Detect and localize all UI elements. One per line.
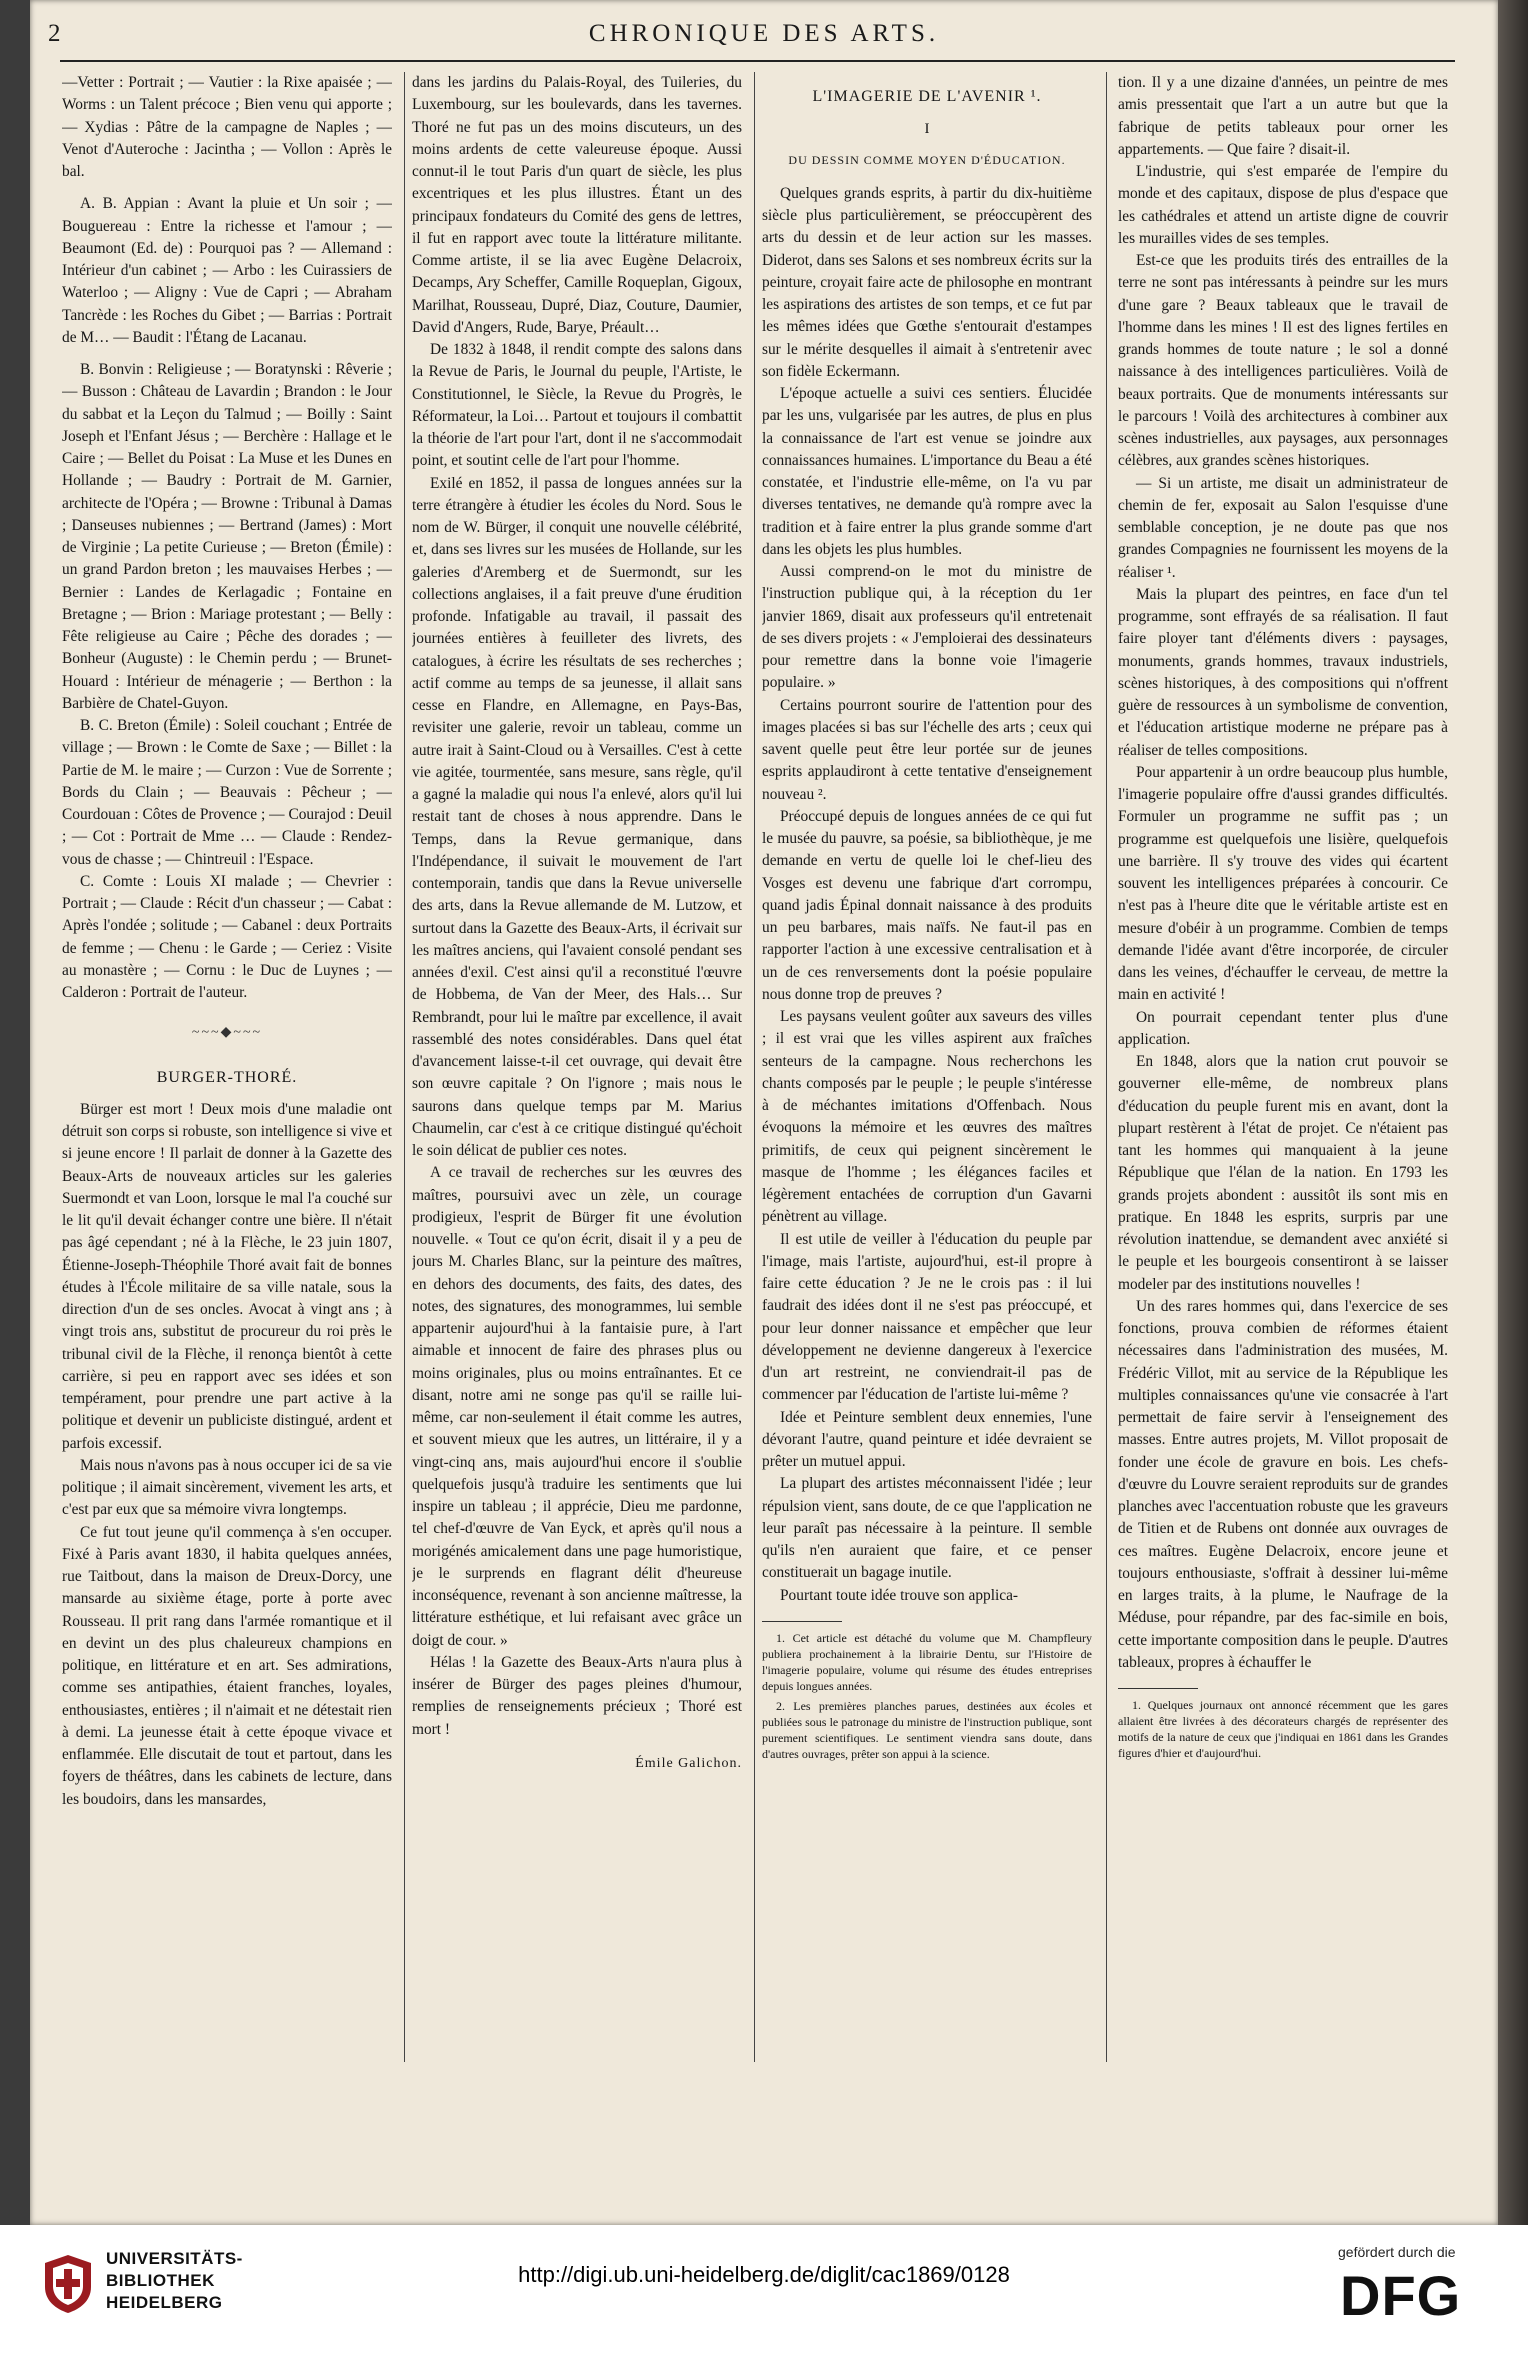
footnote-rule — [1118, 1688, 1198, 1689]
column-divider — [754, 72, 755, 2062]
library-name-line: HEIDELBERG — [106, 2293, 223, 2312]
salon-list-entry: C. Comte : Louis XI malade ; — Chevrier : Portrait ; — Claude : Récit d'un chasseur ; — Cabat : Après l'ondée ; solitude ; — Cabanel : deux Portraits de femme ; — Chenu : le Garde ; — Ceriez : Visite au monastère ; — Cornu : le Duc de Luynes ; — Calderon : Portrait de l'auteur. — [62, 872, 392, 1001]
article-paragraph: Est-ce que les produits tirés des entrailles de la terre ne sont pas intéressants à peindre sur les murs d'une gare ? Beaux tableaux que le travail de l'homme dans les mines ! Il est des lignes fertiles en grands hommes de toute nature ; le sol a donné naissance à des intelligences particulières. Voilà de beaux portraits. Que de monuments intéressants sur le parcours ! Voilà des architectures à combiner aux scènes industrielles, aux paysages, aux personnages célèbres, aux grandes scènes historiques. — [1118, 252, 1448, 470]
library-name-line: UNIVERSITÄTS- — [106, 2249, 243, 2268]
article-paragraph: Pour appartenir à un ordre beaucoup plus humble, l'imagerie populaire offre d'aussi grandes difficultés. Formuler un programme ne suffit pas ; un programme est quelquefois une lisière, quelquefois une barrière. Il s'y trouve des vides qui écartent souvent les intelligences préparées à concourir. Ce n'est pas à l'heure dite que le véritable artiste est en mesure d'obéir à un programme. Combien de temps demande l'idée avant d'être incorporée, de circuler dans les veines, d'échauffer le cerveau, de mettre la main en activité ! — [1118, 763, 1448, 1004]
article-paragraph: Il est utile de veiller à l'éducation du peuple par l'image, mais l'artiste, aujourd'hui, est-il propre à faire cette éducation ? Je ne le crois pas : il lui faudrait des idées dont il ne s'est pas préoccupé, et pour leur donner naissance et empêcher que leur développement ne devienne dangereux à l'exercice d'un art restreint, ne conviendrait-il pas de commencer par l'éducation de l'artiste lui-même ? — [762, 1230, 1092, 1404]
section-number: I — [924, 121, 930, 138]
article-paragraph: Certains pourront sourire de l'attention pour des images placées si bas sur l'échelle des arts ; ceux qui savent quelle peut être leur portée sur de jeunes esprits applaudiront à cette tentative d'enseignement nouveau ². — [762, 696, 1092, 803]
article-paragraph: L'époque actuelle a suivi ces sentiers. Élucidée par les uns, vulgarisée par les autres, de plus en plus la connaissance de l'art est venue se joindre aux connaissances humaines. L'importance du Beau a été constatée, et l'industrie elle-même, on l'a vu par diverses tentatives, ne demande qu'à rompre avec la tradition et à faire entrer la plus grande somme d'art dans les objets les plus humbles. — [762, 385, 1092, 558]
footnote: 2. Les premières planches parues, destinées aux écoles et publiées sous le patronage du ministre de l'instruction publique, sont purement scientifiques. Le sentiment viendra sans doute, dans d'autres ouvrages, prêter son appui à la science. — [762, 1698, 1092, 1761]
funding-label: gefördert durch die — [1338, 2244, 1456, 2260]
article-paragraph: Mais la plupart des peintres, en face d'un tel programme, sont effrayés de sa réalisation. Il faut faire ployer tant d'éléments divers : paysages, monuments, grands hommes, travaux industriels, scènes historiques, à des compositions qui n'offrent guère de ressources à un symbolisme de convention, et l'éducation artistique moderne ne prépare pas à réaliser de telles compositions. — [1118, 585, 1448, 759]
article-paragraph: Pourtant toute idée trouve son applica- — [780, 1586, 1019, 1604]
salon-list-entry: B. Bonvin : Religieuse ; — Boratynski : Rêverie ; — Busson : Château de Lavardin ; Brandon : le Jour du sabbat et la Leçon du Talmud ; — Boilly : Saint Joseph et l'Enfant Jésus ; — Berchère : Hallage et le Caire ; — Bellet du Poisat : La Muse et les Dunes en Hollande ; — Baudry : Portrait de M. Garnier, architecte de l'Opéra ; — Browne : Tribunal à Damas ; Danseuses nubiennes ; — Bertrand (James) : Mort de Virginie ; La petite Curieuse ; — Breton (Émile) : un grand Pardon breton ; les mauvaises Herbes ; — Bernier : Landes de Kerlagadic ; Fontaine en Bretagne ; — Brion : Mariage protestant ; — Belly : Fête religieuse au Caire ; Pêche des dorades ; — Bonheur (Auguste) : le Chemin perdu ; — Brunet-Houard : Intérieur de ménagerie ; — Berthon : la Barbière de Chatel-Guyon. — [62, 361, 392, 712]
library-name-line: BIBLIOTHEK — [106, 2271, 215, 2290]
column-divider — [1106, 72, 1107, 2062]
article-paragraph: Préoccupé depuis de longues années de ce qui fut le musée du pauvre, sa poésie, sa bibliothèque, je me demande en vertu de quelle loi le chef-lieu des Vosges est devenu une fabrique d'art corrompu, quand jadis Épinal donnait naissance à des produits un peu barbares, mais naïfs. Ne faut-il pas en rapporter l'action à une excessive centralisation et à un de ces renversements dont la poésie populaire nous donne trop de preuves ? — [762, 807, 1092, 1003]
article-paragraph: A ce travail de recherches sur les œuvres des maîtres, poursuivi avec un zèle, un courage prodigieux, l'esprit de Bürger fit une évolution nouvelle. « Tout ce qu'on écrit, disait il y a peu de jours M. Charles Blanc, sur la peinture des maîtres, en dehors des documents, des faits, des dates, des notes, des signatures, des monogrammes, lui semble appartenir aujourd'hui à la fantaisie pure, à l'art aimable et innocent de faire des phrases plus ou moins originales, plus ou moins entraînantes. Et ce disant, notre ami ne songe pas qu'il se raille lui-même, car non-seulement il était comme les autres, et souvent mieux que les autres, un littéraire, il y a vingt-cinq ans, mais aujourd'hui encore il s'oublie quelquefois jusqu'à traduire les sentiments que lui inspire un tableau ; il apprécie, Dieu me pardonne, tel chef-d'œuvre de Van Eyck, et après qu'il nous a morigénés amicalement dans une page humoristique, je le surprends en flagrant délit d'heureuse inconséquence, revenant à son ancienne maîtresse, la littérature esthétique, et lui refaisant avec grâce un doigt de cour. » — [412, 1164, 742, 1649]
article-paragraph: L'industrie, qui s'est emparée de l'empire du monde et des capitaux, dispose de plus d'espace que les cathédrales et attend un artiste digne de couvrir les murailles vides de ses temples. — [1118, 163, 1448, 247]
article-paragraph: Mais nous n'avons pas à nous occuper ici de sa vie politique ; il aimait sincèrement, vivement les arts, et c'est par eux que sa mémoire vivra longtemps. — [62, 1456, 392, 1519]
section-subheading: DU DESSIN COMME MOYEN D'ÉDUCATION. — [788, 152, 1066, 167]
column-3 — [762, 72, 1092, 2152]
article-paragraph: Quelques grands esprits, à partir du dix-huitième siècle plus particulièrement, se préoccupèrent des arts du dessin et de leur action sur les masses. Diderot, dans ses Salons et ses nombreux écrits sur la peinture, croyait faire acte de philosophe en montrant les aspirations des artistes de son temps, et ce fut par les mêmes idées que Gœthe s'entourait d'estampes sur le mérite desquelles il aimait à s'entretenir avec son fidèle Eckermann. — [762, 184, 1092, 380]
ornament-divider: ~~~◆~~~ — [191, 1025, 263, 1041]
article-paragraph: Exilé en 1852, il passa de longues années sur la terre étrangère à étudier les écoles du Nord. Sous le nom de W. Bürger, il conquit une nouvelle célébrité, et, dans ses livres sur les musées de Hollande, sur les galeries d'Aremberg et de Suermondt, sur les collections anglaises, il a fait preuve d'une érudition profonde. Infatigable au travail, il passait des journées entières à feuilleter des livrets, des catalogues, à écrire les résultats de ses recherches ; actif comme au temps de sa jeunesse, il allait sans cesse en Flandre, en Allemagne, en Pays-Bas, revisiter une galerie, revoir un tableau, comme un autre irait à Saint-Cloud ou à Versailles. C'est à cette vie agitée, tourmentée, sans mesure, sans règle, qu'il a gagné la maladie qui nous l'a enlevé, alors qu'il lui restait tant de choses à nous apprendre. Dans le Temps, dans la Revue germanique, dans l'Indépendance, il suivait le mouvement de l'art contemporain, tandis que dans la Revue universelle des arts, dans la Revue allemande de M. Lutzow, et surtout dans la Gazette des Beaux-Arts, il écrivait sur les maîtres anciens, qui l'avaient consolé pendant ses années d'exil. C'est ainsi qu'il a reconstitué l'œuvre de Hobbema, de Van der Meer, des Hals… Sur Rembrandt, pour lui le maître par excellence, il avait rassemblé des notes considérables. Dans quel état d'avancement laisse-t-il cet ouvrage, qui devait être son œuvre capitale ? On l'ignore ; mais nous le saurons dans quelque temps par M. Marius Chaumelin, car c'est à ce critique distingué qu'échoit le soin délicat de publier ces notes. — [412, 474, 742, 1159]
footnote: 1. Cet article est détaché du volume que M. Champfleury publiera prochainement à la librairie Dentu, sur l'Histoire de l'imagerie populaire, volume qui résume des études entreprises depuis longues années. — [762, 1630, 1092, 1693]
article-paragraph: En 1848, alors que la nation crut pouvoir se gouverner elle-même, de nombreux plans d'éducation du peuple furent mis en avant, dont la plupart restèrent à l'état de projet. Ce n'étaient pas tant les hommes qui manquaient à la jeune République que l'élan de la nation. En 1793 les grands projets abondent : aussitôt ils sont mis en pratique. En 1848 les esprits, surpris par une révolution inattendue, se demandent avec anxiété si le peuple et les bourgeois consentiront à se laisser modeler par des institutions nouvelles ! — [1118, 1053, 1448, 1293]
dfg-logo: DFG — [1340, 2264, 1462, 2327]
article-paragraph: De 1832 à 1848, il rendit compte des salons dans la Revue de Paris, le Journal du peuple, l'Artiste, le Constitutionnel, le Siècle, la Revue du Progrès, le Réformateur, la Loi… Partout et toujours il combattit la théorie de l'art pour l'art, dont il ne s'accommodait point, et soutint celle de l'art pour l'homme. — [412, 341, 742, 470]
article-paragraph: Un des rares hommes qui, dans l'exercice de ses fonctions, prouva combien de réformes étaient nécessaires dans l'administration des musées, M. Frédéric Villot, mit au service de la République les multiples connaissances qu'une vie consacrée à l'art permettait de faire servir à l'enseignement des masses. Entre autres projets, M. Villot proposait de fonder une école de gravure en bois. Les chefs-d'œuvre du Louvre seraient reproduits sur de grandes planches avec l'accentuation robuste que les graveurs de Titien et de Rubens ont donnée aux ouvrages de ces maîtres. Eugène Delacroix, encore jeune et toujours enthousiaste, s'offrait à dessiner lui-même en larges traits, à la plume, le Naufrage de la Méduse, pour répandre, par des fac-simile en bois, cette importante composition dans le peuple. D'autres tableaux, propres à échauffer le — [1118, 1297, 1448, 1671]
article-paragraph: Les paysans veulent goûter aux saveurs des villes ; il est vrai que les villes aspirent aux fraîches senteurs de la campagne. Nous recherchons les chants composés par le peuple ; le peuple s'intéresse à de méchantes imitations d'Offenbach. Nous évoquons la mémoire et les œuvres des maîtres primitifs, de ceux qui peignent sincèrement le masque de l'homme ; les élégances faciles et légèrement entachées de corruption d'un Gavarni pénètrent au village. — [762, 1008, 1092, 1226]
salon-list-entry: B. C. Breton (Émile) : Soleil couchant ; Entrée de village ; — Brown : le Comte de Saxe ; — Billet : la Partie de M. le maire ; — Curzon : Vue de Sorrente ; Bords du Clain ; — Beauvais : Pêcheur ; — Courdouan : Côtes de Provence ; — Courajod : Deuil ; — Cot : Portrait de Mme … — Claude : Rendez-vous de chasse ; — Chintreuil : l'Espace. — [62, 717, 392, 868]
article-paragraph: Hélas ! la Gazette des Beaux-Arts n'aura plus à insérer de Bürger des pages pleines d'humour, remplies de renseignements précieux ; Thoré est mort ! — [412, 1653, 742, 1738]
article-paragraph: Idée et Peinture semblent deux ennemies, l'une dévorant l'autre, quand peinture et idée devraient se prêter un mutuel appui. — [762, 1408, 1092, 1470]
permalink-url[interactable]: http://digi.ub.uni-heidelberg.de/diglit/cac1869/0128 — [518, 2262, 1010, 2287]
article-paragraph: tion. Il y a une dizaine d'années, un peintre de mes amis pressentait que l'art a un autre but que la fabrique de petits tableaux pour orner les appartements. — Que faire ? disait-il. — [1118, 74, 1448, 158]
footnote: 1. Quelques journaux ont annoncé récemment que les gares allaient être livrées à des décorateurs chargés de représenter des motifs de la nature de ceux que j'indiquai en 1861 dans les Grandes figures d'hier et d'aujourd'hui. — [1118, 1698, 1448, 1760]
page-title: CHRONIQUE DES ARTS. — [588, 20, 940, 47]
article-paragraph: La plupart des artistes méconnaissent l'idée ; leur répulsion vient, sans doute, de ce que l'application ne leur paraît pas nécessaire à la peinture. Il semble qu'ils n'en auraient que faire, et ce penser constituerait un bagage inutile. — [762, 1475, 1092, 1582]
page-number: 2 — [48, 20, 61, 47]
header-rule — [60, 60, 1455, 62]
article-paragraph: On pourrait cependant tenter plus d'une application. — [1118, 1008, 1448, 1048]
article-paragraph: Ce fut tout jeune qu'il commença à s'en occuper. Fixé à Paris avant 1830, il habita quelques années, rue Taitbout, dans la maison de Dreux-Dorcy, une mansarde au sixième étage, porte à porte avec Rousseau. Il prit rang dans l'armée romantique et il en devint un des plus chaleureux champions en politique, en littérature et en art. Ses admirations, comme ses antipathies, étaient franches, loyales, enthousiastes, entières ; il n'aimait et ne détestait rien à demi. La jeunesse était à cette époque vivace et enflammée. Elle discutait de tout et partout, dans les foyers de théâtres, dans les cabinets de lecture, dans les boudoirs, dans les mansardes, — [62, 1523, 392, 1808]
article-paragraph: dans les jardins du Palais-Royal, des Tuileries, du Luxembourg, sur les boulevards, dans les tavernes. Thoré ne fut pas un des moins discuteurs, un des moins ardents de cette valeureuse époque. Aussi connut-il le tout Paris d'un quart de siècle, les plus excentriques et les plus illustres. Étant un des principaux fondateurs du Comité des gens de lettres, il fut en rapport avec toute la littérature militante. Comme artiste, il se lia avec Eugène Delacroix, Decamps, Ary Scheffer, Camille Roqueplan, Gigoux, Marilhat, Rousseau, Dupré, Diaz, Couture, Daumier, David d'Angers, Rude, Barye, Préault… — [412, 74, 742, 336]
article-heading-imagerie: L'IMAGERIE DE L'AVENIR ¹. — [812, 88, 1042, 105]
salon-list-entry: —Vetter : Portrait ; — Vautier : la Rixe apaisée ; —Worms : un Talent précoce ; Bien venu qui apporte ; — Xydias : Pâtre de la campagne de Naples ; — Venot d'Auteroche : Jacintha ; — Vollon : Après le bal. — [62, 74, 392, 180]
column-4 — [1118, 72, 1448, 2152]
article-paragraph: — Si un artiste, me disait un administrateur de chemin de fer, exposait au Salon l'esquisse d'une semblable conception, je ne doute pas que nos grandes Compagnies ne fournissent les moyens de la réaliser ¹. — [1118, 474, 1448, 581]
footnote-rule — [762, 1621, 842, 1622]
salon-list-entry: A. B. Appian : Avant la pluie et Un soir ; — Bouguereau : Entre la richesse et l'amour ; — Beaumont (Ed. de) : Pourquoi pas ? — Allemand : Intérieur d'un cabinet ; — Arbo : les Cuirassiers de Waterloo ; — Aligny : Vue de Capri ; — Abraham Tancrède : les Roches du Gibet ; — Barrias : Portrait de M… — Baudit : l'Étang de Lacanau. — [62, 195, 392, 346]
column-1 — [62, 72, 392, 2152]
column-2 — [412, 72, 742, 2152]
column-divider — [404, 72, 405, 2062]
page-edge — [1498, 0, 1528, 2225]
article-paragraph: Aussi comprend-on le mot du ministre de l'instruction publique qui, à la réception du 1er janvier 1869, disait aux professeurs qu'il entretenait de ses divers projets : « J'emploierai des dessinateurs pour remettre dans la bonne voie l'imagerie populaire. » — [762, 563, 1092, 692]
article-paragraph: Bürger est mort ! Deux mois d'une maladie ont détruit son corps si robuste, son intelligence si vive et si jeune encore ! Il parlait de donner à la Gazette des Beaux-Arts de nouveaux articles sur les galeries Suermondt et van Loon, lorsque le mal l'a couché sur le lit qu'il devait échanger contre une bière. Il n'était pas âgé cependant ; né à la Flèche, le 23 juin 1807, Étienne-Joseph-Théophile Thoré avait fait de bonnes études à l'École militaire de sa ville natale, sous la direction d'un de ses oncles. Avocat à vingt ans ; à vingt trois ans, substitut de procureur du roi près le tribunal civil de la Flèche, il renonça bientôt à cette carrière, si peu en rapport avec ses idées et son tempérament, pour prendre une part active à la politique et devenir un publiciste distingué, ardent et parfois excessif. — [62, 1100, 392, 1452]
article-heading-burger-thore: BURGER-THORÉ. — [156, 1068, 298, 1086]
author-signature: Émile Galichon. — [635, 1755, 742, 1771]
